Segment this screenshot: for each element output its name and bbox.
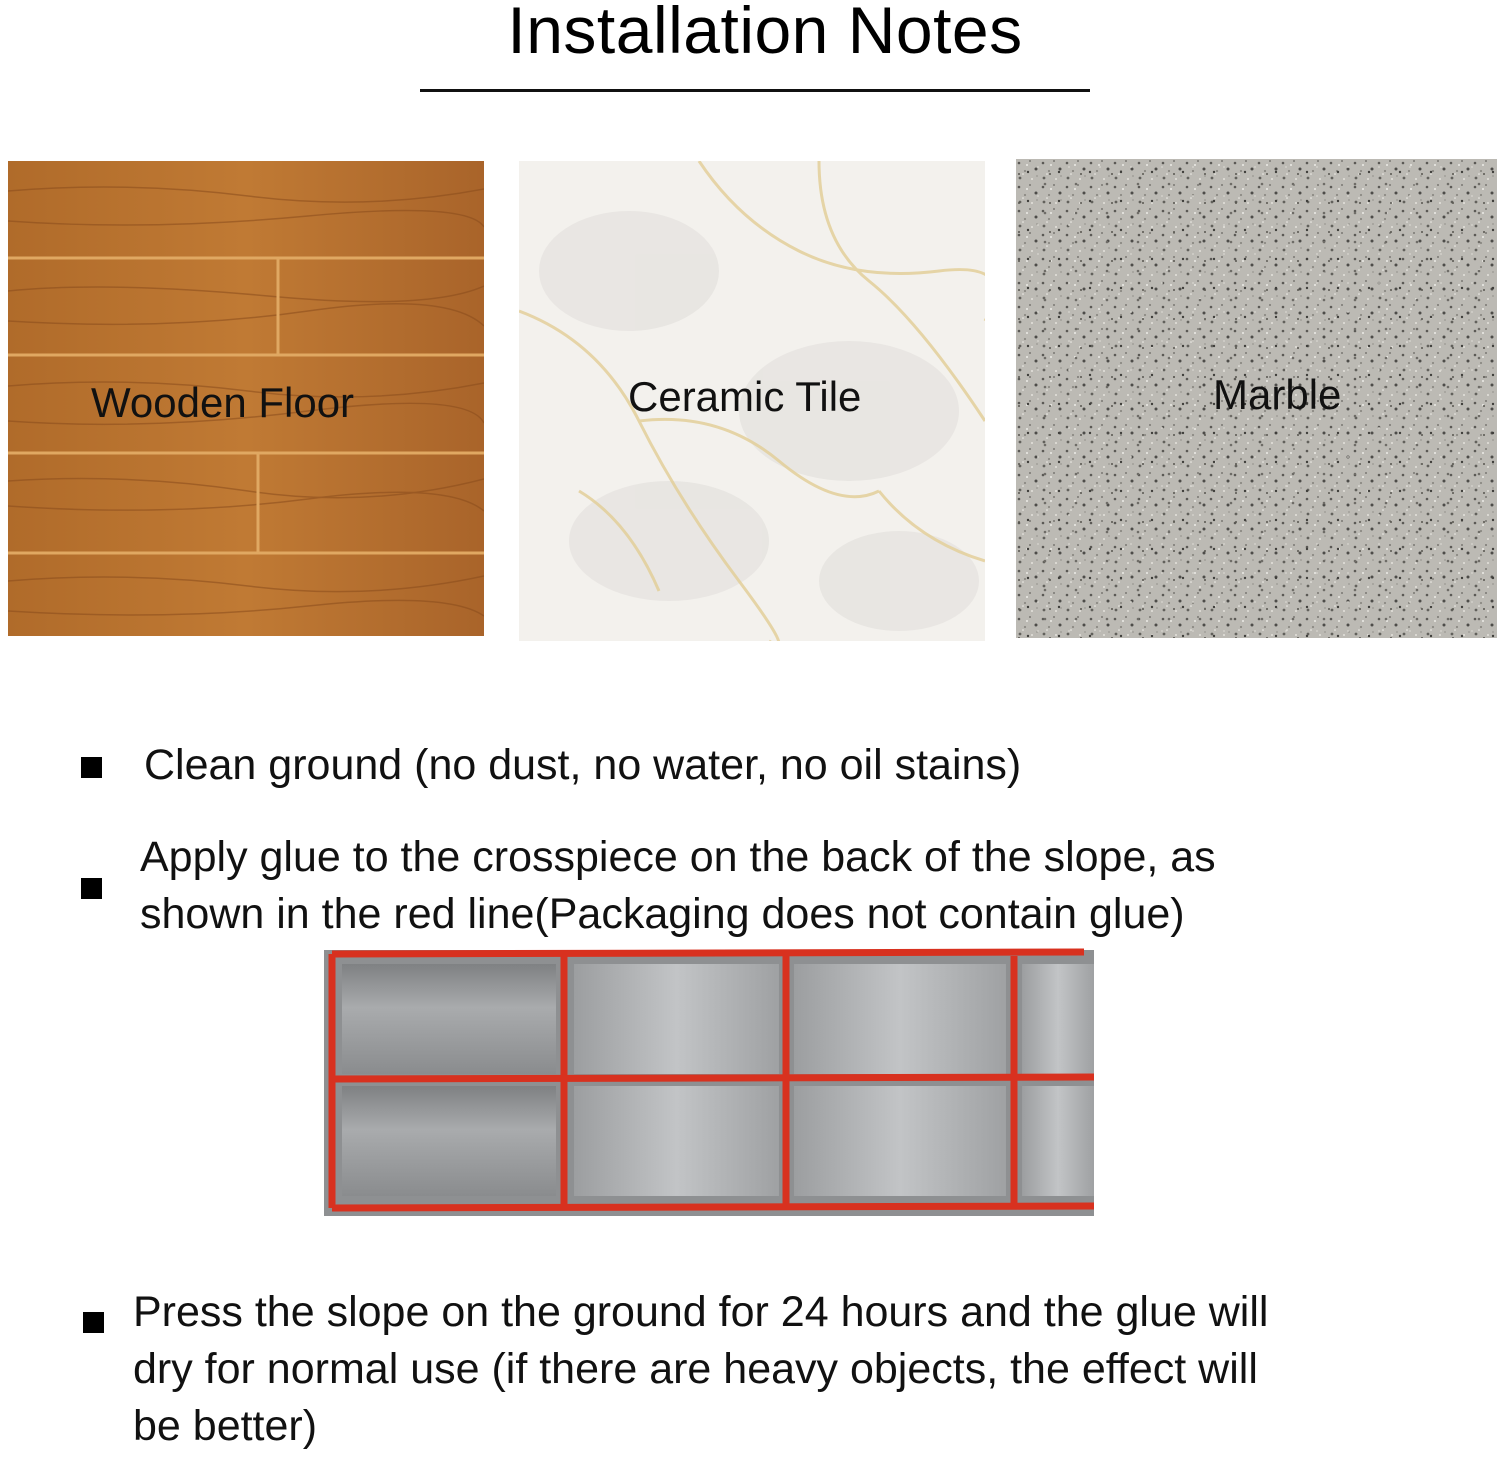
step-3-text bbox=[133, 1284, 1268, 1455]
step-1-text: Clean ground (no dust, no water, no oil stains) bbox=[144, 741, 1022, 789]
step-2-bullet bbox=[81, 878, 102, 899]
step-1-bullet bbox=[81, 757, 102, 778]
step-2-text bbox=[140, 829, 1216, 943]
marble-swatch bbox=[1016, 159, 1497, 638]
ceramic-tile-label: Ceramic Tile bbox=[628, 373, 862, 420]
ceramic-tile-swatch bbox=[519, 161, 985, 641]
step-3-line-1: Press the slope on the ground for 24 hours and the glue will bbox=[133, 1288, 1269, 1336]
slope-crosspiece-illustration bbox=[324, 944, 1094, 1216]
step-2-line-2: shown in the red line(Packaging does not contain glue) bbox=[140, 890, 1185, 938]
step-3-bullet bbox=[83, 1312, 104, 1333]
wooden-floor-swatch bbox=[8, 161, 484, 636]
marble-label: Marble bbox=[1213, 371, 1342, 418]
step-2-line-1: Apply glue to the crosspiece on the back of the slope, as bbox=[140, 833, 1216, 881]
step-3-line-2: dry for normal use (if there are heavy objects, the effect will bbox=[133, 1345, 1258, 1393]
slope-back-diagram bbox=[324, 944, 1094, 1216]
step-3-line-3: be better) bbox=[133, 1402, 318, 1450]
wooden-floor-label: Wooden Floor bbox=[91, 379, 355, 426]
page-title: Installation Notes bbox=[507, 0, 1023, 67]
title-underline bbox=[420, 89, 1090, 92]
